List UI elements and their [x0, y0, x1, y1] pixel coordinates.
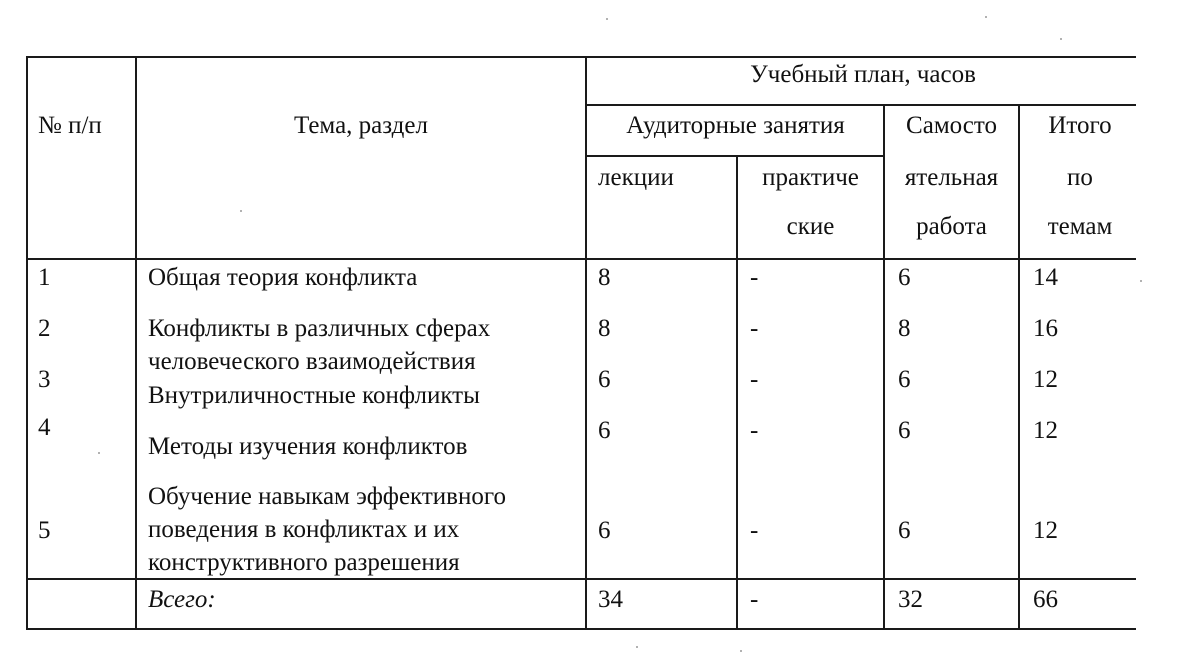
auditory-header-divider [586, 155, 884, 157]
practical-header-line2: ские [786, 213, 835, 240]
row-5-lectures: 6 [598, 517, 611, 544]
row-4-number: 4 [38, 414, 51, 441]
row-4-lectures: 6 [598, 417, 611, 444]
scan-speckle [240, 210, 242, 212]
row-2-topic-line1: Конфликты в различных сферах [148, 315, 491, 342]
scan-speckle [985, 16, 987, 18]
scan-speckle [636, 646, 638, 648]
auditory-header: Аудиторные занятия [626, 112, 845, 139]
row-1-lectures: 8 [598, 264, 611, 291]
number-header: № п/п [38, 112, 102, 139]
total-header-line2: по [1067, 164, 1093, 191]
scan-speckle [98, 452, 100, 454]
scan-speckle [740, 650, 742, 652]
topic-header: Тема, раздел [294, 112, 428, 139]
totals-total: 66 [1033, 586, 1058, 613]
self-work-header-line1: Самосто [906, 112, 997, 139]
row-4-total: 12 [1033, 417, 1058, 444]
scan-speckle [1140, 280, 1142, 282]
plan-header-divider [586, 104, 1136, 106]
row-3-lectures: 6 [598, 366, 611, 393]
scan-speckle [1060, 38, 1062, 40]
row-2-self-work: 8 [898, 315, 911, 342]
row-5-topic-line2: поведения в конфликтах и их [148, 516, 460, 543]
row-2-total: 16 [1033, 315, 1058, 342]
row-4-self-work: 6 [898, 417, 911, 444]
row-4-practical: - [750, 417, 759, 444]
number-column-divider [135, 56, 137, 630]
row-5-topic-line3: конструктивного разрешения [148, 549, 460, 576]
row-3-self-work: 6 [898, 366, 911, 393]
totals-lectures: 34 [598, 586, 623, 613]
row-2-topic-line2: человеческого взаимодействия [148, 348, 476, 375]
row-3-practical: - [750, 366, 759, 393]
row-5-self-work: 6 [898, 517, 911, 544]
total-header-line3: темам [1047, 213, 1113, 240]
row-4-topic: Методы изучения конфликтов [148, 433, 468, 460]
row-2-number: 2 [38, 315, 51, 342]
row-2-practical: - [750, 315, 759, 342]
total-header-line1: Итого [1048, 112, 1112, 139]
self-work-header-line2: ятельная [904, 164, 999, 191]
totals-practical: - [750, 586, 759, 613]
practical-header-line1: практиче [762, 164, 859, 191]
plan-header: Учебный план, часов [750, 61, 976, 88]
row-5-total: 12 [1033, 517, 1058, 544]
row-3-total: 12 [1033, 366, 1058, 393]
row-1-self-work: 6 [898, 264, 911, 291]
row-1-practical: - [750, 264, 759, 291]
row-1-total: 14 [1033, 264, 1058, 291]
row-1-topic: Общая теория конфликта [148, 264, 418, 291]
left-border [26, 56, 28, 630]
header-bottom-border [26, 258, 1136, 260]
row-1-number: 1 [38, 264, 51, 291]
totals-top-border [26, 578, 1136, 580]
totals-self-work: 32 [898, 586, 923, 613]
row-5-practical: - [750, 517, 759, 544]
self-work-header-line3: работа [916, 213, 987, 240]
lectures-header: лекции [598, 164, 674, 191]
row-3-topic: Внутриличностные конфликты [148, 382, 480, 409]
row-3-number: 3 [38, 366, 51, 393]
table-bottom-border [26, 628, 1136, 630]
row-5-topic-line1: Обучение навыкам эффективного [148, 483, 506, 510]
totals-label: Всего: [148, 586, 216, 613]
topic-column-divider [585, 56, 587, 630]
row-2-lectures: 8 [598, 315, 611, 342]
row-5-number: 5 [38, 517, 51, 544]
table-top-border [26, 56, 1136, 58]
scan-speckle [606, 18, 608, 20]
